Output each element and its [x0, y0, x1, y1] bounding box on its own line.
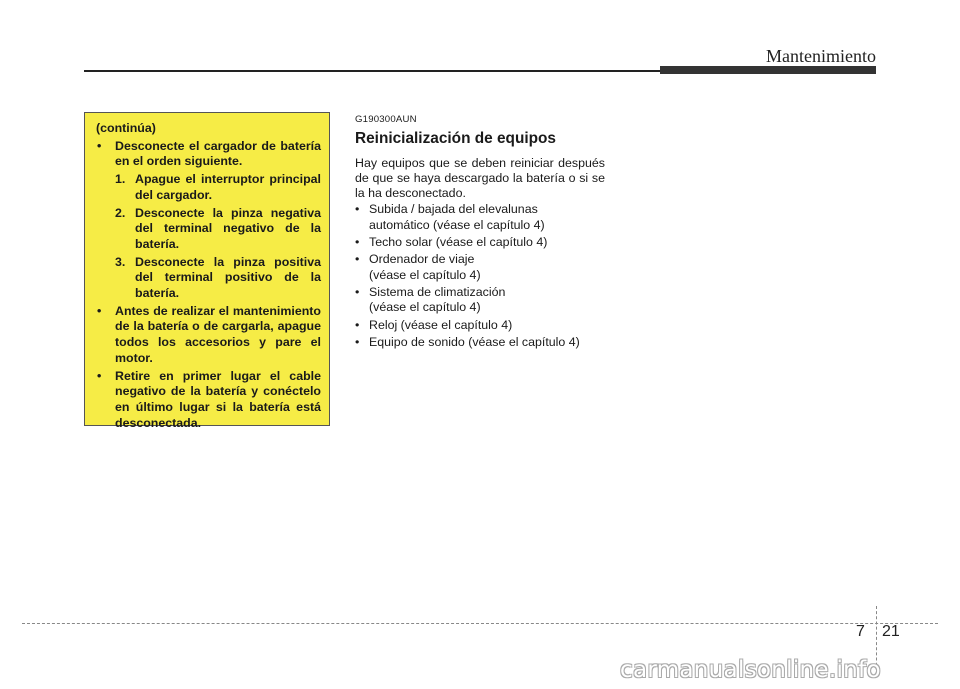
- equipment-item-line1: Equipo de sonido (véase el capítulo 4): [369, 334, 580, 349]
- equipment-item-line2: automático (véase el capítulo 4): [369, 217, 545, 232]
- equipment-item-line1: Sistema de climatización: [369, 284, 506, 299]
- step-text: Desconecte la pinza positiva del terminal positivo de la batería.: [135, 254, 321, 301]
- note-bullet-text: Antes de realizar el mantenimiento de la batería o de cargarla, apague todos los accesorios y pare el motor.: [115, 303, 321, 365]
- bullet-icon: •: [355, 334, 360, 349]
- bullet-icon: •: [355, 317, 360, 332]
- header-rule: [84, 70, 660, 72]
- page-header-title: Mantenimiento: [766, 46, 876, 66]
- equipment-item: [355, 235, 605, 250]
- reset-section: [355, 112, 605, 352]
- equipment-item-line1: Reloj (véase el capítulo 4): [369, 317, 513, 332]
- chapter-number: 7: [856, 623, 865, 640]
- note-bullet-item: [93, 304, 321, 367]
- note-step-item: [99, 172, 321, 203]
- page-number: 21: [882, 623, 900, 640]
- section-code: G190300AUN: [355, 114, 417, 125]
- footer-rule: [22, 623, 938, 624]
- note-bullet-text: Desconecte el cargador de batería en el orden siguiente.: [115, 138, 321, 169]
- header-rule-thick: [660, 66, 876, 74]
- note-bullet-text: Retire en primer lugar el cable negativo de la batería y conéctelo en último lugar si la batería está desconectada.: [115, 368, 321, 430]
- note-step-list: [115, 172, 321, 302]
- note-step-item: [99, 206, 321, 253]
- step-number: 1.: [115, 172, 126, 187]
- section-intro: Hay equipos que se deben reiniciar después de que se haya descargado la batería o si se la ha desconectado.: [355, 155, 605, 201]
- bullet-icon: •: [97, 138, 102, 153]
- equipment-item: [355, 252, 605, 283]
- note-step-item: [99, 255, 321, 302]
- note-list: [93, 139, 321, 432]
- bullet-icon: •: [97, 368, 102, 383]
- bullet-icon: •: [355, 284, 360, 299]
- equipment-item-line1: Subida / bajada del elevalunas: [369, 202, 538, 217]
- equipment-item: [355, 285, 605, 316]
- step-number: 2.: [115, 205, 126, 220]
- bullet-icon: •: [355, 202, 360, 217]
- note-bullet-item: [93, 369, 321, 432]
- equipment-item-line1: Techo solar (véase el capítulo 4): [369, 235, 548, 250]
- step-text: Desconecte la pinza negativa del terminal negativo de la batería.: [135, 205, 321, 251]
- bullet-icon: •: [355, 252, 360, 267]
- equipment-item: [355, 202, 605, 233]
- warning-note-box: [84, 112, 330, 430]
- note-heading: (continúa): [96, 121, 156, 135]
- equipment-list: [355, 202, 605, 350]
- step-number: 3.: [115, 254, 126, 269]
- equipment-item-line1: Ordenador de viaje: [369, 252, 475, 267]
- section-title: Reinicialización de equipos: [355, 130, 556, 148]
- bullet-icon: •: [355, 235, 360, 250]
- note-bullet-item: [93, 139, 321, 302]
- equipment-item: [355, 318, 605, 333]
- step-text: Apague el interruptor principal del cargador.: [135, 172, 321, 202]
- equipment-item-line2: (véase el capítulo 4): [369, 300, 481, 315]
- watermark: carmanualsonline.info: [620, 657, 881, 683]
- equipment-item: [355, 335, 605, 350]
- equipment-item-line2: (véase el capítulo 4): [369, 267, 481, 282]
- bullet-icon: •: [97, 303, 102, 318]
